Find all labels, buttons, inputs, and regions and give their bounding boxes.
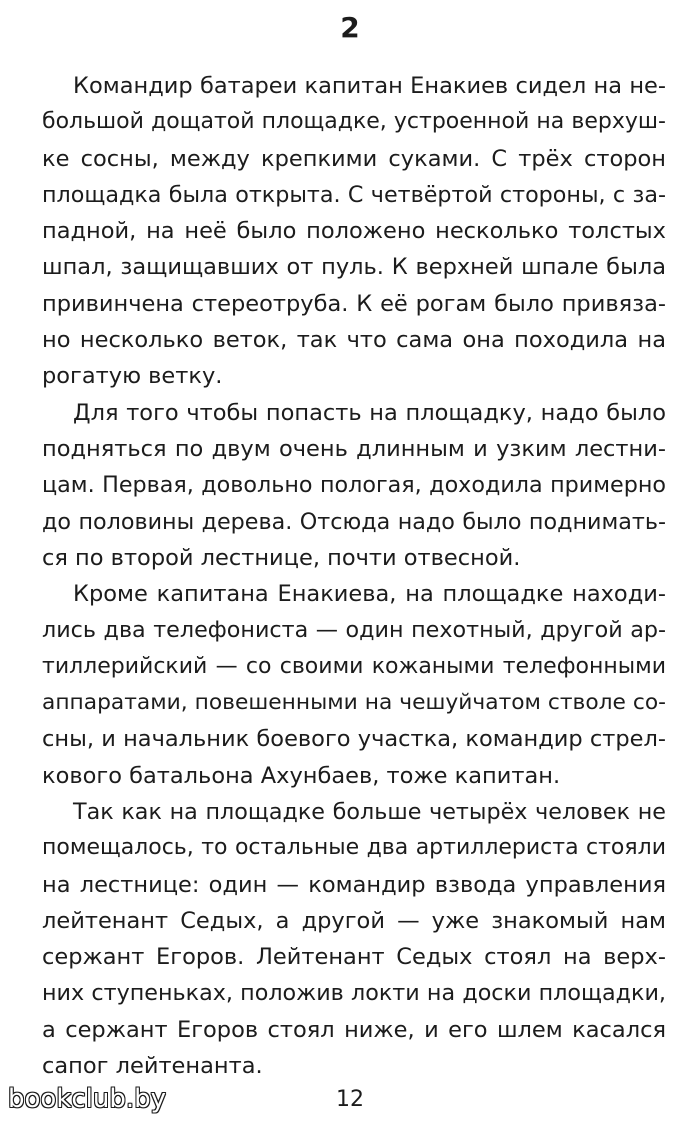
text-line: привинчена стереотруба. К её рогам было привяза- bbox=[42, 290, 666, 317]
text-line: на лестнице: один — командир взвода управления bbox=[42, 871, 666, 898]
text-line: падной, на неё было положено несколько толстых bbox=[42, 218, 666, 245]
paragraph bbox=[42, 576, 666, 794]
text-line: подняться по двум очень длинным и узким лестни- bbox=[42, 435, 666, 462]
page-number: 12 bbox=[336, 1087, 364, 1112]
text-line: сержант Егоров. Лейтенант Седых стоял на верх- bbox=[42, 944, 666, 971]
text-line: Так как на площадке больше четырёх человек не bbox=[73, 798, 666, 825]
text-line: тиллерийский — со своими кожаными телефонными bbox=[42, 653, 666, 679]
chapter-number: 2 bbox=[340, 11, 360, 44]
text-line: шпал, защищавших от пуль. К верхней шпале была bbox=[42, 254, 666, 281]
text-line: Кроме капитана Енакиева, на площадке находи- bbox=[73, 581, 666, 608]
text-line: сапог лейтенанта. bbox=[42, 1053, 263, 1080]
text-line: Для того чтобы попасть на площадку, надо было bbox=[73, 399, 666, 426]
text-line: них ступеньках, положив локти на доски площадки, bbox=[42, 980, 666, 1007]
text-line: помещалось, то остальные два артиллериста стояли bbox=[42, 835, 666, 861]
text-body bbox=[42, 68, 666, 1084]
text-line: сны, и начальник боевого участка, командир стрел- bbox=[42, 726, 666, 753]
text-line: а сержант Егоров стоял ниже, и его шлем касался bbox=[42, 1016, 666, 1043]
text-line: рогатую ветку. bbox=[42, 363, 223, 390]
text-line: площадка была открыта. С четвёртой стороны, с за- bbox=[42, 181, 666, 208]
text-line: цам. Первая, довольно пологая, доходила примерно bbox=[42, 472, 666, 499]
text-line: аппаратами, повешенными на чешуйчатом стволе со- bbox=[42, 690, 666, 716]
text-line: лись два телефониста — один пехотный, другой ар- bbox=[42, 617, 666, 644]
text-line: ся по второй лестнице, почти отвесной. bbox=[42, 544, 521, 571]
text-line: Командир батареи капитан Енакиев сидел на не- bbox=[73, 73, 666, 99]
paragraph bbox=[42, 395, 666, 576]
paragraph bbox=[42, 68, 666, 395]
paragraph bbox=[42, 794, 666, 1084]
text-line: ке сосны, между крепкими суками. С трёх сторон bbox=[42, 145, 666, 172]
text-line: до половины дерева. Отсюда надо было поднимать- bbox=[42, 508, 666, 535]
text-line: кового батальона Ахунбаев, тоже капитан. bbox=[42, 762, 561, 789]
watermark: bookclub.by bbox=[8, 1084, 167, 1114]
text-line: большой дощатой площадке, устроенной на верхуш- bbox=[42, 109, 666, 135]
text-line: лейтенант Седых, а другой — уже знакомый нам bbox=[42, 907, 666, 934]
text-line: но несколько веток, так что сама она походила на bbox=[42, 327, 666, 354]
